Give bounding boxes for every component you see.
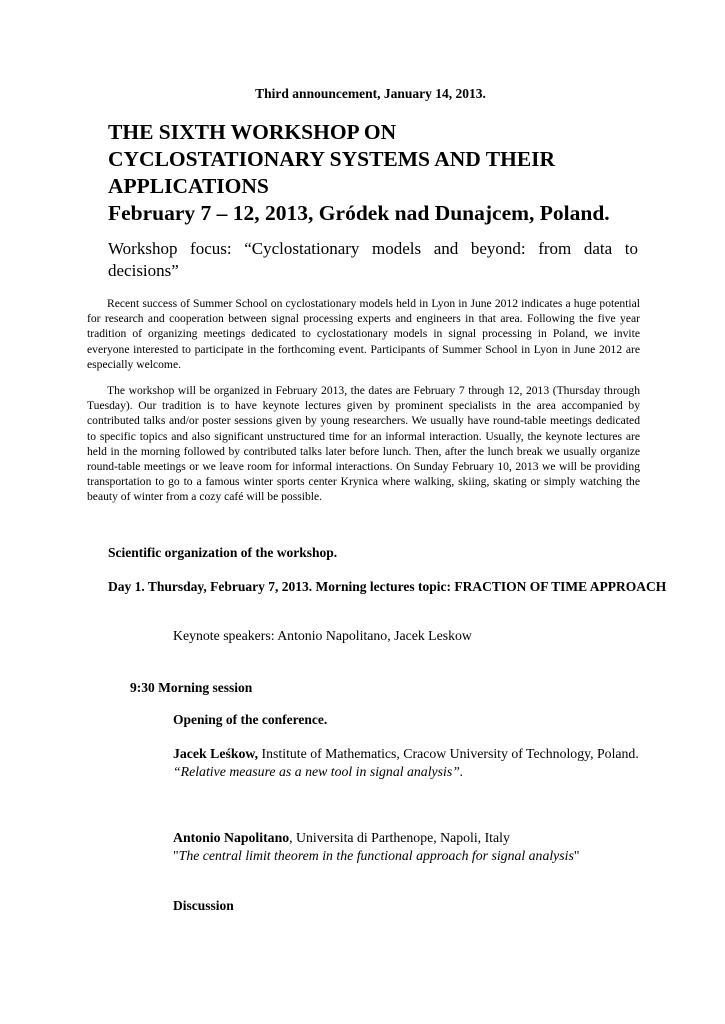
day-heading: Day 1. Thursday, February 7, 2013. Morning lectures topic: FRACTION OF TIME APPROACH — [108, 579, 667, 594]
title-line: CYCLOSTATIONARY SYSTEMS AND THEIR — [108, 147, 556, 171]
speaker-affiliation: , Universita di Parthenope, Napoli, Italy — [289, 830, 510, 845]
keynote-speakers: Keynote speakers: Antonio Napolitano, Jacek Leskow — [173, 628, 472, 643]
intro-paragraph: Recent success of Summer School on cyclostationary models held in Lyon in June 2012 indicates a huge potential for research and cooperation between signal processing experts and engineers in that area. Following the five year tradition of organizing meetings dedicated to cyclostationary models in signal processing in Poland, we invite everyone interested to participate in the forthcoming event. Participants of Summer School in Lyon in June 2012 are especially welcome. — [87, 297, 640, 371]
workshop-title — [108, 119, 668, 227]
quote-mark: " — [573, 847, 580, 863]
session-heading: 9:30 Morning session — [130, 680, 253, 695]
talk-title: “Relative measure as a new tool in signal analysis”. — [173, 763, 464, 779]
quote-mark: " — [173, 847, 179, 863]
organization-paragraph: The workshop will be organized in February 2013, the dates are February 7 through 12, 2013 (Thursday through Tuesday). Our tradition is to have keynote lectures given by prominent specialists in the area accompanied by contributed talks and/or poster sessions given by young researchers. We usually have round-table meetings dedicated to specific topics and also significant unstructured time for an informal interaction. Usually, the keynote lectures are held in the morning followed by contributed talks later before lunch. Then, after the lunch break we usually organize round-table meetings or we leave room for informal interactions. On Sunday February 10, 2013 we will be providing transportation to go to a famous winter sports center Krynica where walking, skiing, skating or simply watching the beauty of winter from a cozy café will be possible. — [87, 384, 640, 504]
title-line: APPLICATIONS — [108, 174, 269, 198]
title-dates-location: February 7 – 12, 2013, Gródek nad Dunajcem, Poland. — [108, 201, 610, 225]
talk-title: The central limit theorem in the functional approach for signal analysis — [178, 847, 574, 863]
workshop-focus: Workshop focus: “Cyclostationary models and beyond: from data to decisions” — [108, 239, 638, 280]
speaker-name: Jacek Leśkow, — [173, 746, 259, 761]
speaker-name: Antonio Napolitano — [173, 830, 290, 845]
speaker-affiliation: Institute of Mathematics, Cracow University of Technology, Poland. — [258, 746, 639, 761]
talk-entry — [173, 829, 643, 864]
section-heading: Scientific organization of the workshop. — [108, 545, 338, 560]
title-line: THE SIXTH WORKSHOP ON — [108, 120, 397, 144]
opening-item: Opening of the conference. — [173, 712, 328, 727]
talk-entry — [173, 745, 643, 780]
discussion-item: Discussion — [173, 898, 234, 913]
announcement-date: Third announcement, January 14, 2013. — [255, 86, 486, 101]
